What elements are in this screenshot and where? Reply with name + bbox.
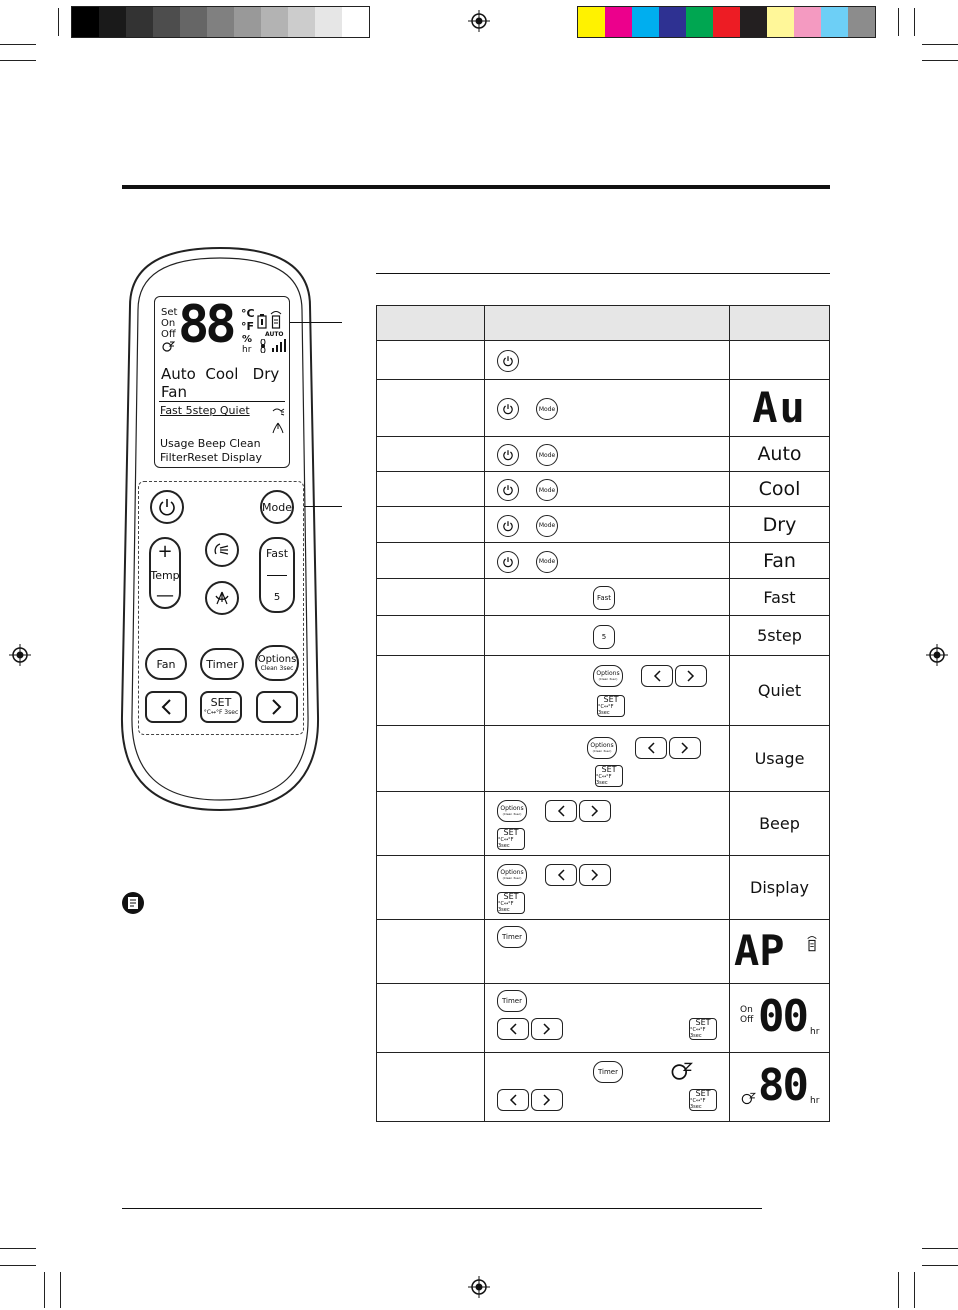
- table-cell: [377, 380, 485, 437]
- color-swatch: [713, 7, 740, 37]
- table-row: [377, 341, 830, 380]
- table-cell: [485, 543, 730, 579]
- mode-icon: Mode: [536, 444, 558, 466]
- table-cell: [730, 341, 830, 380]
- header-cell: [730, 306, 830, 341]
- fivestep-icon: 5: [593, 625, 615, 649]
- display-on: On: [740, 1005, 753, 1015]
- remote-lcd-screen: [154, 296, 290, 468]
- registration-mark-icon: [468, 1276, 490, 1298]
- color-swatch: [99, 7, 126, 37]
- right-arrow-icon: [669, 737, 701, 759]
- footer-rule: [122, 1208, 762, 1209]
- color-swatch: [153, 7, 180, 37]
- display-fan: Fan: [730, 543, 830, 579]
- lcd-set-label: Set: [161, 307, 178, 318]
- table-cell: [730, 920, 830, 984]
- display-80: 80: [758, 1060, 807, 1111]
- color-swatch: [234, 7, 261, 37]
- table-cell: [377, 543, 485, 579]
- display-au: Au: [752, 383, 807, 432]
- color-swatch: [261, 7, 288, 37]
- display-fast: Fast: [730, 579, 830, 616]
- crop-mark: [0, 1265, 36, 1266]
- fast-button[interactable]: [259, 537, 295, 613]
- remote-signal-icon: [269, 309, 283, 329]
- set-icon: SET °C↔°F 3sec: [497, 892, 525, 914]
- minus-icon: —: [156, 585, 174, 606]
- color-swatch: [740, 7, 767, 37]
- table-cell: [485, 341, 730, 380]
- display-usage: Usage: [730, 726, 830, 792]
- table-cell: [377, 656, 485, 726]
- registration-mark-icon: [926, 644, 948, 666]
- table-cell: [485, 1053, 730, 1122]
- table-cell: [730, 380, 830, 437]
- chevron-left-icon: [160, 698, 172, 716]
- set-button-label: SET: [210, 696, 232, 709]
- timer-icon: Timer: [593, 1061, 623, 1083]
- options-icon: Options (Clean 3sec): [497, 864, 527, 886]
- temp-button[interactable]: [149, 537, 181, 609]
- options-icon: Options (Clean 3sec): [497, 800, 527, 822]
- table-row: [377, 472, 830, 507]
- power-icon: [497, 350, 519, 372]
- sleep-icon: [669, 1061, 693, 1083]
- crop-mark: [922, 1265, 958, 1266]
- lcd-on-label: On: [161, 318, 176, 329]
- power-icon: [497, 479, 519, 501]
- mode-button-label: Mode: [262, 500, 292, 514]
- table-cell: [485, 856, 730, 920]
- color-swatch: [794, 7, 821, 37]
- color-swatch: [342, 7, 369, 37]
- color-swatch: [578, 7, 605, 37]
- left-button[interactable]: [145, 691, 187, 723]
- power-button[interactable]: [150, 490, 184, 524]
- left-arrow-icon: [641, 665, 673, 687]
- color-swatch: [72, 7, 99, 37]
- lcd-fahrenheit: °F: [241, 320, 255, 333]
- table-cell: [377, 920, 485, 984]
- right-arrow-icon: [531, 1089, 563, 1111]
- table-row: [377, 507, 830, 543]
- table-cell: [377, 1053, 485, 1122]
- mode-icon: Mode: [536, 479, 558, 501]
- temp-button-label: Temp: [150, 568, 180, 582]
- crop-mark: [898, 1272, 899, 1308]
- display-quiet: Quiet: [730, 656, 830, 726]
- set-icon: SET °C↔°F 3sec: [689, 1089, 717, 1111]
- display-cool: Cool: [730, 472, 830, 507]
- color-swatch: [659, 7, 686, 37]
- crop-mark: [898, 8, 899, 36]
- lcd-hr: hr: [242, 345, 252, 355]
- table-cell: [377, 616, 485, 656]
- header-rule: [122, 185, 830, 189]
- color-swatch: [632, 7, 659, 37]
- crop-mark: [922, 1248, 958, 1249]
- table-cell: [485, 656, 730, 726]
- table-cell: [485, 507, 730, 543]
- table-row: [377, 792, 830, 856]
- right-button[interactable]: [256, 691, 298, 723]
- options-button[interactable]: [255, 645, 299, 681]
- registration-mark-icon: [9, 644, 31, 666]
- table-row: [377, 984, 830, 1053]
- table-row: [377, 726, 830, 792]
- battery-icon: [257, 313, 267, 329]
- display-hr: hr: [810, 1096, 820, 1106]
- lcd-modes-row1: Auto Cool Dry: [161, 365, 280, 383]
- table-cell: [377, 984, 485, 1053]
- mode-icon: Mode: [536, 551, 558, 573]
- crop-mark: [914, 1272, 915, 1308]
- lcd-fan-row: Fast 5step Quiet: [160, 404, 250, 417]
- crop-mark: [914, 8, 915, 36]
- lcd-auto-label: AUTO: [265, 331, 284, 338]
- display-hr: hr: [810, 1027, 820, 1037]
- registration-mark-icon: [468, 10, 490, 32]
- options-icon: Options (Clean 3sec): [593, 665, 623, 687]
- set-icon: SET °C↔°F 3sec: [689, 1018, 717, 1040]
- operation-table: [376, 305, 830, 1122]
- lcd-modes-row2: Fan: [161, 383, 187, 401]
- table-row: [377, 920, 830, 984]
- set-button[interactable]: [200, 691, 242, 723]
- set-icon: SET °C↔°F 3sec: [595, 765, 623, 787]
- table-row: [377, 656, 830, 726]
- timer-icon: Timer: [497, 990, 527, 1012]
- gray-swatch-bar: [71, 6, 370, 38]
- power-icon: [497, 398, 519, 420]
- power-icon: [497, 551, 519, 573]
- crop-mark: [0, 1248, 36, 1249]
- fast-divider: [267, 575, 287, 576]
- crop-mark: [44, 1272, 45, 1308]
- swing-vertical-icon: [212, 588, 232, 608]
- table-cell: [377, 726, 485, 792]
- crop-mark: [60, 1272, 61, 1308]
- table-cell: [485, 984, 730, 1053]
- color-swatch: [821, 7, 848, 37]
- display-ap: AP: [734, 925, 785, 975]
- display-display: Display: [730, 856, 830, 920]
- table-cell: [485, 726, 730, 792]
- crop-mark: [922, 44, 958, 45]
- left-arrow-icon: [497, 1018, 529, 1040]
- lcd-celsius: °C: [241, 307, 255, 320]
- left-arrow-icon: [497, 1089, 529, 1111]
- table-cell: [377, 507, 485, 543]
- table-cell: [485, 616, 730, 656]
- color-swatch: [767, 7, 794, 37]
- swing-icon: [271, 405, 285, 435]
- color-swatch: [180, 7, 207, 37]
- fan-button[interactable]: [145, 648, 187, 680]
- mode-button[interactable]: [260, 490, 294, 524]
- right-arrow-icon: [531, 1018, 563, 1040]
- header-cell: [377, 306, 485, 341]
- table-cell: [485, 437, 730, 472]
- color-swatch-bar: [577, 6, 876, 38]
- power-icon: [497, 515, 519, 537]
- remote-signal-icon: [806, 933, 818, 953]
- section-rule: [376, 273, 830, 274]
- lcd-percent: %: [242, 334, 253, 345]
- left-arrow-icon: [545, 864, 577, 886]
- fivestep-icon: 5: [273, 592, 281, 604]
- fast-icon: Fast: [593, 586, 615, 610]
- table-row: [377, 543, 830, 579]
- color-swatch: [605, 7, 632, 37]
- table-row: [377, 380, 830, 437]
- right-arrow-icon: [579, 800, 611, 822]
- display-00: 00: [758, 991, 807, 1042]
- plus-icon: +: [157, 541, 173, 562]
- color-swatch: [126, 7, 153, 37]
- color-swatch: [315, 7, 342, 37]
- table-cell: [485, 380, 730, 437]
- table-cell: [377, 579, 485, 616]
- sleep-icon: [161, 341, 175, 353]
- sleep-icon: [740, 1092, 756, 1106]
- timer-button[interactable]: [200, 648, 244, 680]
- crop-mark: [58, 8, 59, 36]
- display-5step: 5step: [730, 616, 830, 656]
- table-cell: [377, 341, 485, 380]
- color-swatch: [848, 7, 875, 37]
- set-button-sublabel: °C↔°F 3sec: [203, 709, 239, 716]
- right-arrow-icon: [675, 665, 707, 687]
- table-cell: [485, 792, 730, 856]
- fan-button-label: Fan: [156, 657, 176, 671]
- table-row: [377, 616, 830, 656]
- color-swatch: [288, 7, 315, 37]
- table-row: [377, 579, 830, 616]
- display-beep: Beep: [730, 792, 830, 856]
- header-cell: [485, 306, 730, 341]
- color-swatch: [207, 7, 234, 37]
- mode-icon: Mode: [536, 515, 558, 537]
- fan-speed-icon: [257, 339, 287, 353]
- table-cell: [485, 579, 730, 616]
- note-icon: [122, 892, 144, 914]
- fast-button-label: Fast: [265, 546, 289, 560]
- table-cell: [485, 920, 730, 984]
- set-icon: SET °C↔°F 3sec: [597, 695, 625, 717]
- mode-icon: Mode: [536, 398, 558, 420]
- power-icon: [497, 444, 519, 466]
- timer-button-label: Timer: [206, 657, 238, 671]
- set-icon: SET °C↔°F 3sec: [497, 828, 525, 850]
- lcd-divider: [159, 401, 285, 402]
- power-icon: [157, 497, 177, 517]
- pointer-line: [304, 506, 342, 507]
- table-row: [377, 437, 830, 472]
- table-cell: [377, 792, 485, 856]
- chevron-right-icon: [271, 698, 283, 716]
- pointer-line: [288, 322, 342, 323]
- right-arrow-icon: [579, 864, 611, 886]
- table-cell: [730, 984, 830, 1053]
- display-auto: Auto: [730, 437, 830, 472]
- options-icon: Options (Clean 3sec): [587, 737, 617, 759]
- table-cell: [377, 856, 485, 920]
- table-cell: [730, 1053, 830, 1122]
- table-row: [377, 856, 830, 920]
- swing-horizontal-icon: [212, 540, 232, 560]
- table-cell: [377, 437, 485, 472]
- left-arrow-icon: [635, 737, 667, 759]
- table-cell: [377, 472, 485, 507]
- table-cell: [485, 472, 730, 507]
- options-button-label: Options: [257, 653, 297, 665]
- crop-mark: [0, 44, 36, 45]
- lcd-digits: 88: [178, 295, 233, 355]
- lcd-filter-row: FilterReset Display: [160, 451, 263, 464]
- swing-up-down-button[interactable]: [205, 533, 239, 567]
- lcd-off-label: Off: [161, 329, 176, 340]
- lcd-usage-row: Usage Beep Clean: [160, 437, 261, 450]
- options-button-sublabel: Clean 3sec: [260, 664, 294, 672]
- swing-left-right-button[interactable]: [205, 581, 239, 615]
- table-header-row: [377, 306, 830, 341]
- crop-mark: [0, 60, 36, 61]
- display-off: Off: [740, 1015, 754, 1025]
- timer-icon: Timer: [497, 926, 527, 948]
- table-row: [377, 1053, 830, 1122]
- display-dry: Dry: [730, 507, 830, 543]
- crop-mark: [922, 60, 958, 61]
- color-swatch: [686, 7, 713, 37]
- left-arrow-icon: [545, 800, 577, 822]
